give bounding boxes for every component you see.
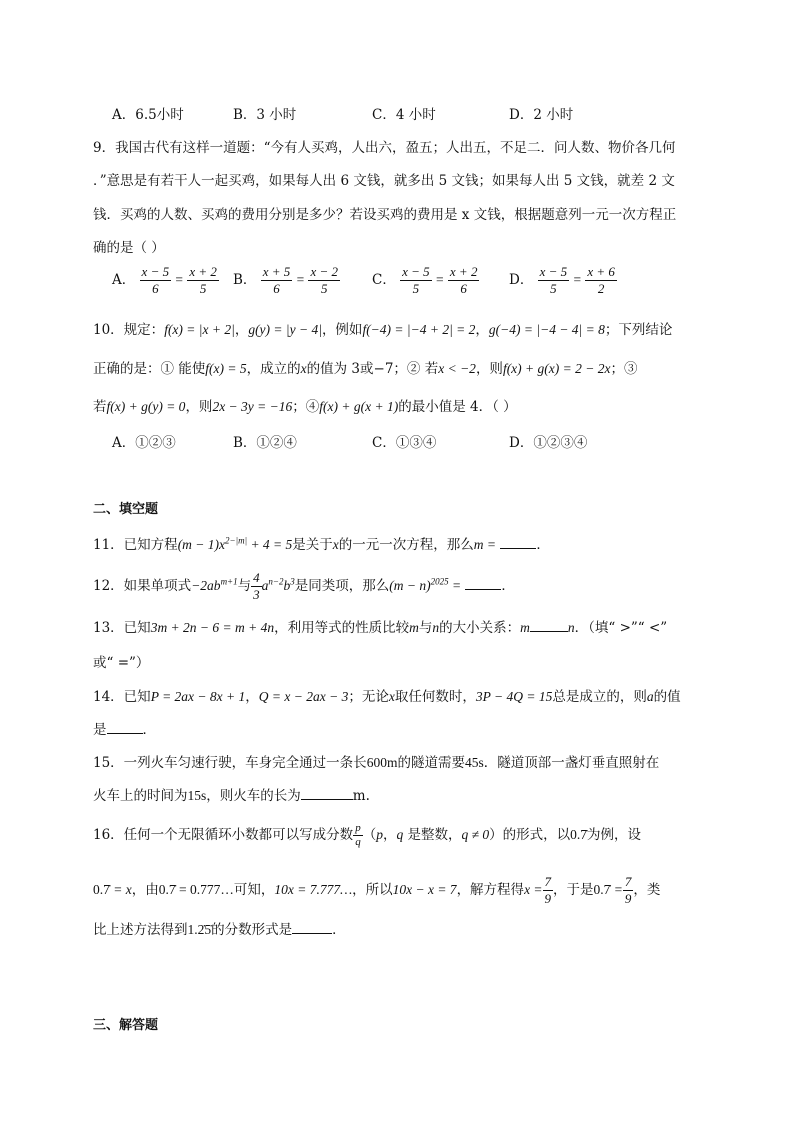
math: 0.7̇ (570, 827, 588, 842)
math: 45s (464, 755, 484, 770)
text: 15．一列火车匀速行驶，车身完全通过一条长 (93, 755, 367, 771)
q14-line-1 (93, 685, 681, 705)
denominator: 5 (412, 281, 420, 296)
math: g(−4) = |−4 − 4| = 8 (488, 322, 605, 337)
exponent: 2−|m| (225, 535, 248, 546)
numerator: 7 (544, 874, 552, 889)
denominator: 3 (253, 587, 260, 602)
numerator: x − 2 (310, 264, 339, 279)
q9-line-2: ．”意思是有若干人一起买鸡，如果每人出 6 文钱，就多出 5 文钱；如果每人出 5 文钱，就差 2 文 (93, 173, 675, 189)
numerator: p (355, 822, 361, 834)
text: ；④ (292, 399, 320, 415)
text: ，例如 (321, 322, 363, 338)
numerator: 4 (253, 570, 260, 585)
math: 2x − 3y = −16 (212, 399, 293, 414)
math: b (283, 578, 291, 593)
text: m. (352, 788, 370, 804)
q9-option-c: C． $\frac{x - 5}{5}$ = $\frac{x + 2}{6}$ (372, 264, 478, 296)
math: m (520, 620, 530, 635)
text: 的一元一次方程，那么 (338, 537, 474, 553)
text: ，类 (633, 882, 661, 898)
numerator: x − 5 (539, 264, 568, 279)
q14-line-2: 是 ． (93, 722, 156, 738)
math: a (261, 578, 269, 593)
numerator: x + 6 (587, 264, 615, 279)
denominator: 9 (624, 891, 632, 906)
q8-option-d: D．2 小时 (509, 107, 574, 123)
text: ， (475, 322, 489, 338)
math: P = 2ax − 8x + 1 (150, 689, 246, 704)
text: ，则 (475, 361, 503, 377)
denominator: 6 (273, 281, 280, 296)
text: 比上述方法得到 (93, 922, 188, 938)
text: ；无论 (348, 689, 389, 705)
math: m (409, 620, 419, 635)
text: 的隧道需要 (397, 755, 465, 771)
text: 11．已知方程 (93, 537, 178, 553)
math: −2ab (191, 578, 221, 593)
text: 的分数形式是 (211, 922, 293, 938)
denominator: 6 (460, 281, 467, 296)
numerator: x + 5 (262, 264, 291, 279)
math: x < −2 (438, 361, 476, 376)
math: g(y) = |y − 4| (248, 322, 322, 337)
math: n (567, 620, 575, 635)
text: ；下列结论 (604, 322, 673, 338)
denominator: q (355, 836, 361, 848)
text: 与 (418, 620, 433, 636)
q15-line-2 (93, 784, 370, 804)
math: a (646, 689, 654, 704)
denominator: 5 (550, 281, 557, 296)
q9-line-4: 确的是（ ） (93, 240, 165, 256)
text: ，成立的 (246, 361, 301, 377)
answer-blank[interactable] (107, 720, 143, 734)
fraction (140, 264, 172, 297)
math: x = (524, 882, 543, 897)
exponent: m+1 (220, 576, 238, 587)
text: 是整数， (403, 827, 462, 843)
denominator: 9 (544, 891, 552, 906)
math: = x (109, 882, 132, 897)
answer-blank[interactable] (500, 535, 536, 549)
math: (m − n) (389, 578, 431, 593)
text: ． (332, 922, 346, 938)
text: ，解方程得 (456, 882, 525, 898)
fraction (538, 264, 570, 297)
text: 的值为 3或−7；② 若 (306, 361, 439, 377)
q13-line-2: 或“ =”） (93, 655, 150, 671)
text: 的最小值是 4．（ ） (398, 399, 517, 415)
text: ，所以 (352, 882, 393, 898)
q10-option-d: D．①②③④ (509, 435, 588, 451)
math: 15s (187, 788, 207, 803)
text: 是关于 (292, 537, 333, 553)
text: ；③ (610, 361, 638, 377)
math: 1.2̇5̇ (187, 922, 212, 937)
math: f(x) + g(y) = 0 (106, 399, 186, 414)
math: f(x) = 5 (205, 361, 247, 376)
q11-line (93, 533, 550, 553)
text: 正确的是：① 能使 (93, 361, 206, 377)
math: m = (473, 537, 497, 552)
q10-option-c: C．①③④ (372, 435, 437, 451)
math: n (432, 620, 440, 635)
q8-option-a: A．6.5小时 (112, 107, 184, 123)
q8-option-c: C．4 小时 (372, 107, 436, 123)
q10-option-a: A．①②③ (112, 435, 176, 451)
text: ． (501, 578, 515, 594)
text: 14．已知 (93, 689, 151, 705)
math: x (300, 361, 307, 376)
text: 16．任何一个无限循环小数都可以写成分数 (93, 827, 354, 843)
text: ．（填“ >”“ <” (574, 620, 668, 636)
math: 3P − 4Q = 15 (475, 689, 553, 704)
q9-option-d: D． $\frac{x - 5}{5}$ = $\frac{x + 6}{2}$ (509, 264, 615, 296)
math: 600m (366, 755, 398, 770)
denominator: 5 (321, 281, 328, 296)
q9-option-a: A． $\frac{x - 5}{6}$ = $\frac{x + 2}{5}$ (112, 264, 217, 296)
numerator: 7 (624, 874, 632, 889)
math: = 0.777… (175, 882, 234, 897)
text: 12．如果单项式 (93, 578, 192, 594)
fraction (251, 570, 262, 603)
fraction (353, 822, 363, 849)
text: ，利用等式的性质比较 (274, 620, 410, 636)
option-label: C． (372, 272, 396, 288)
option-label: D． (509, 272, 534, 288)
q10-line-2 (93, 357, 637, 377)
text: ． (536, 537, 550, 553)
text: ，由 (131, 882, 159, 898)
q15-line-1 (93, 751, 659, 771)
answer-blank[interactable] (292, 920, 332, 934)
math: 10x − x = 7 (392, 882, 457, 897)
text: （ (362, 827, 377, 843)
text: 是同类项，那么 (294, 578, 390, 594)
text: 的值 (653, 689, 681, 705)
text: 为例，设 (587, 827, 642, 843)
fraction (623, 874, 634, 907)
text: 火车上的时间为 (93, 788, 188, 804)
text: ， (382, 827, 397, 843)
math: = (610, 882, 623, 897)
text: 13．已知 (93, 620, 151, 636)
denominator: 5 (199, 281, 207, 296)
fraction (261, 264, 293, 297)
denominator: 2 (597, 281, 605, 296)
math: 0.7̇ (93, 882, 110, 897)
section-3-title: 三、解答题 (93, 1018, 159, 1033)
text: 10．规定： (93, 322, 165, 338)
text: ， (245, 689, 259, 705)
math: q ≠ 0 (461, 827, 490, 842)
fraction (543, 874, 554, 907)
text: ，则火车的长为 (206, 788, 301, 804)
option-label: B． (233, 272, 257, 288)
numerator: x − 5 (141, 264, 170, 279)
q16-line-2 (93, 874, 660, 907)
text: 与 (237, 578, 252, 594)
text: ， (234, 322, 249, 338)
numerator: x + 2 (449, 264, 478, 279)
exponent: n−2 (268, 576, 284, 587)
math: 0.7̇ (593, 882, 611, 897)
fraction (448, 264, 480, 297)
q16-line-3 (93, 918, 346, 938)
fraction (400, 264, 432, 297)
section-2-title: 二、填空题 (93, 502, 159, 517)
fraction (187, 264, 219, 297)
math: 10x = 7.777… (274, 882, 353, 897)
math: p (376, 827, 383, 842)
text: ，于是 (553, 882, 594, 898)
fraction (585, 264, 617, 297)
math: (m − 1)x (177, 537, 226, 552)
math: 0.7̇ (158, 882, 176, 897)
text: ）的形式，以 (489, 827, 571, 843)
q8-option-b: B．3 小时 (233, 107, 297, 123)
numerator: x + 2 (189, 264, 217, 279)
text: ，则 (185, 399, 213, 415)
q9-line-1: 9．我国古代有这样一道题：“今有人买鸡，人出六，盈五；人出五，不足二．问人数、物价各几何 (93, 140, 676, 156)
text: 可知， (233, 882, 275, 898)
exponent: 2025 (430, 576, 449, 587)
q9-option-b: B． $\frac{x + 5}{6}$ = $\frac{x - 2}{5}$ (233, 264, 339, 296)
exponent: 3 (290, 576, 295, 587)
math: 3m + 2n − 6 = m + 4n (150, 620, 275, 635)
q9-line-3: 钱．买鸡的人数、买鸡的费用分别是多少？若设买鸡的费用是 x 文钱，根据题意列一元一次方程正 (93, 207, 677, 223)
q10-line-1 (93, 318, 672, 338)
q12-line (93, 570, 515, 603)
math: = (448, 578, 462, 593)
text: ．隧道顶部一盏灯垂直照射在 (483, 755, 660, 771)
text: 若 (93, 399, 107, 415)
numerator: x − 5 (402, 264, 430, 279)
text: 的大小关系： (439, 620, 521, 636)
answer-blank[interactable] (465, 576, 501, 590)
q13-line-1 (93, 616, 667, 636)
math: q (396, 827, 404, 842)
answer-blank[interactable] (301, 786, 353, 800)
math: Q = x − 2ax − 3 (258, 689, 349, 704)
math: f(x) + g(x + 1) (319, 399, 399, 414)
answer-blank[interactable] (530, 618, 568, 632)
math: f(−4) = |−4 + 2| = 2 (362, 322, 476, 337)
math: x (388, 689, 395, 704)
fraction (308, 264, 340, 297)
q10-option-b: B．①②④ (233, 435, 297, 451)
math: f(x) = |x + 2| (164, 322, 235, 337)
q10-line-3 (93, 395, 517, 415)
text: 取任何数时， (394, 689, 476, 705)
math: + 4 = 5 (247, 537, 293, 552)
q16-line-1 (93, 822, 641, 849)
text: 总是成立的，则 (552, 689, 647, 705)
denominator: 6 (152, 281, 159, 296)
text: 是 (93, 722, 107, 738)
math: x (332, 537, 339, 552)
math: f(x) + g(x) = 2 − 2x (502, 361, 611, 376)
option-label: A． (112, 272, 136, 288)
